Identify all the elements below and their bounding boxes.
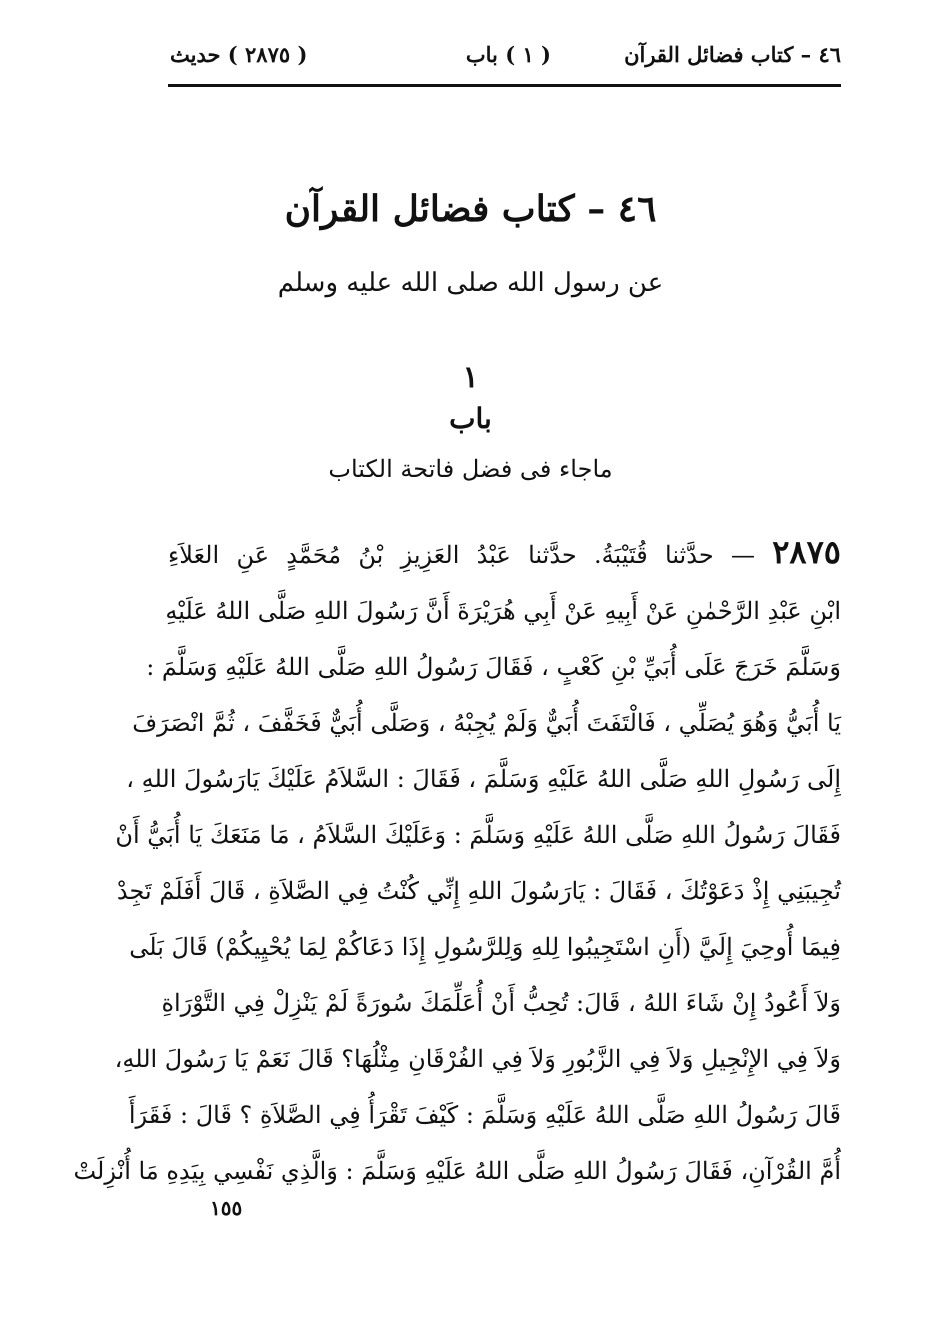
running-header [170,42,841,82]
chapter-number: ١ [462,360,479,395]
page-number: ١٥٥ [210,1196,243,1220]
hadith-line: إِلَى رَسُولِ اللهِ صَلَّى اللهُ عَلَيْهِ وَسَلَّمَ ، فَقَالَ : السَّلاَمُ عَلَيْكَ يَارَسُولَ اللهِ ، [126,765,841,793]
hadith-line: تُجِيبَنِي إِذْ دَعَوْتُكَ ، فَقَالَ : يَارَسُولَ اللهِ إِنِّي كُنْتُ فِي الصَّلاَةِ ، قَالَ أَفَلَمْ تَجِدْ [116,877,841,905]
header-book-title: ٤٦ – كتاب فضائل القرآن [624,42,841,67]
hadith-line: ابْنِ عَبْدِ الرَّحْمٰنِ عَنْ أَبِيهِ عَنْ أَبِي هُرَيْرَةَ أَنَّ رَسُولَ اللهِ صَلَّى اللهُ عَلَيْهِ [165,597,841,625]
hadith-line: وَلاَ أَعُودُ إِنْ شَاءَ اللهُ ، قَالَ: تُحِبُّ أَنْ أُعَلِّمَكَ سُورَةً لَمْ يَنْزِلْ فِي التَّوْرَاةِ [161,989,841,1017]
chapter-label: باب [449,402,492,435]
hadith-line: فَقَالَ رَسُولُ اللهِ صَلَّى اللهُ عَلَيْهِ وَسَلَّمَ : وَعَلَيْكَ السَّلاَمُ ، مَا مَنَعَكَ يَا أُبَيُّ أَنْ [115,821,841,849]
book-subtitle: عن رسول الله صلى الله عليه وسلم [277,268,664,298]
hadith-line: فِيمَا أُوحِيَ إِلَيَّ (أَنِ اسْتَجِيبُوا لِلهِ وَلِلرَّسُولِ إِذَا دَعَاكُمْ لِمَا يُحْيِيكُمْ) قَالَ بَلَى [129,933,841,961]
hadith-line: وَسَلَّمَ خَرَجَ عَلَى أُبَيِّ بْنِ كَعْبٍ ، فَقَالَ رَسُولُ اللهِ صَلَّى اللهُ عَلَيْهِ وَسَلَّمَ : [146,653,841,681]
book-title: ٤٦ – كتاب فضائل القرآن [284,188,657,230]
hadith-line: يَا أُبَيُّ وَهُوَ يُصَلِّي ، فَالْتَفَتَ أُبَيٌّ وَلَمْ يُجِبْهُ ، وَصَلَّى أُبَيٌّ فَخَفَّفَ ، ثُمَّ انْصَرَفَ [132,709,841,737]
header-hadith-number: ( ٢٨٧٥ ) حديث [170,42,308,67]
hadith-number: ٢٨٧٥ [772,533,841,571]
header-rule [168,84,841,87]
hadith-text [73,524,841,1199]
header-chapter: ( ١ ) باب [465,42,551,67]
hadith-line: أُمَّ القُرْآنِ، فَقَالَ رَسُولُ اللهِ صَلَّى اللهُ عَلَيْهِ وَسَلَّمَ : وَالَّذِي نَفْسِي بِيَدِهِ مَا أُنْزِلَتْ [73,1157,841,1185]
hadith-line: قَالَ رَسُولُ اللهِ صَلَّى اللهُ عَلَيْهِ وَسَلَّمَ : كَيْفَ تَقْرَأُ فِي الصَّلاَةِ ؟ قَالَ : فَقَرَأَ [128,1101,841,1129]
chapter-title: ماجاء فى فضل فاتحة الكتاب [328,455,613,483]
hadith-line: ٢٨٧٥ — حدَّثنا قُتَيْبَةُ. حدَّثنا عَبْدُ العَزِيزِ بْنُ مُحَمَّدٍ عَنِ العَلاَءِ [168,533,841,571]
hadith-line: وَلاَ فِي الإِنْجِيلِ وَلاَ فِي الزَّبُورِ وَلاَ فِي الفُرْقَانِ مِثْلُهَا؟ قَالَ نَعَمْ يَا رَسُولَ اللهِ، [114,1045,841,1073]
